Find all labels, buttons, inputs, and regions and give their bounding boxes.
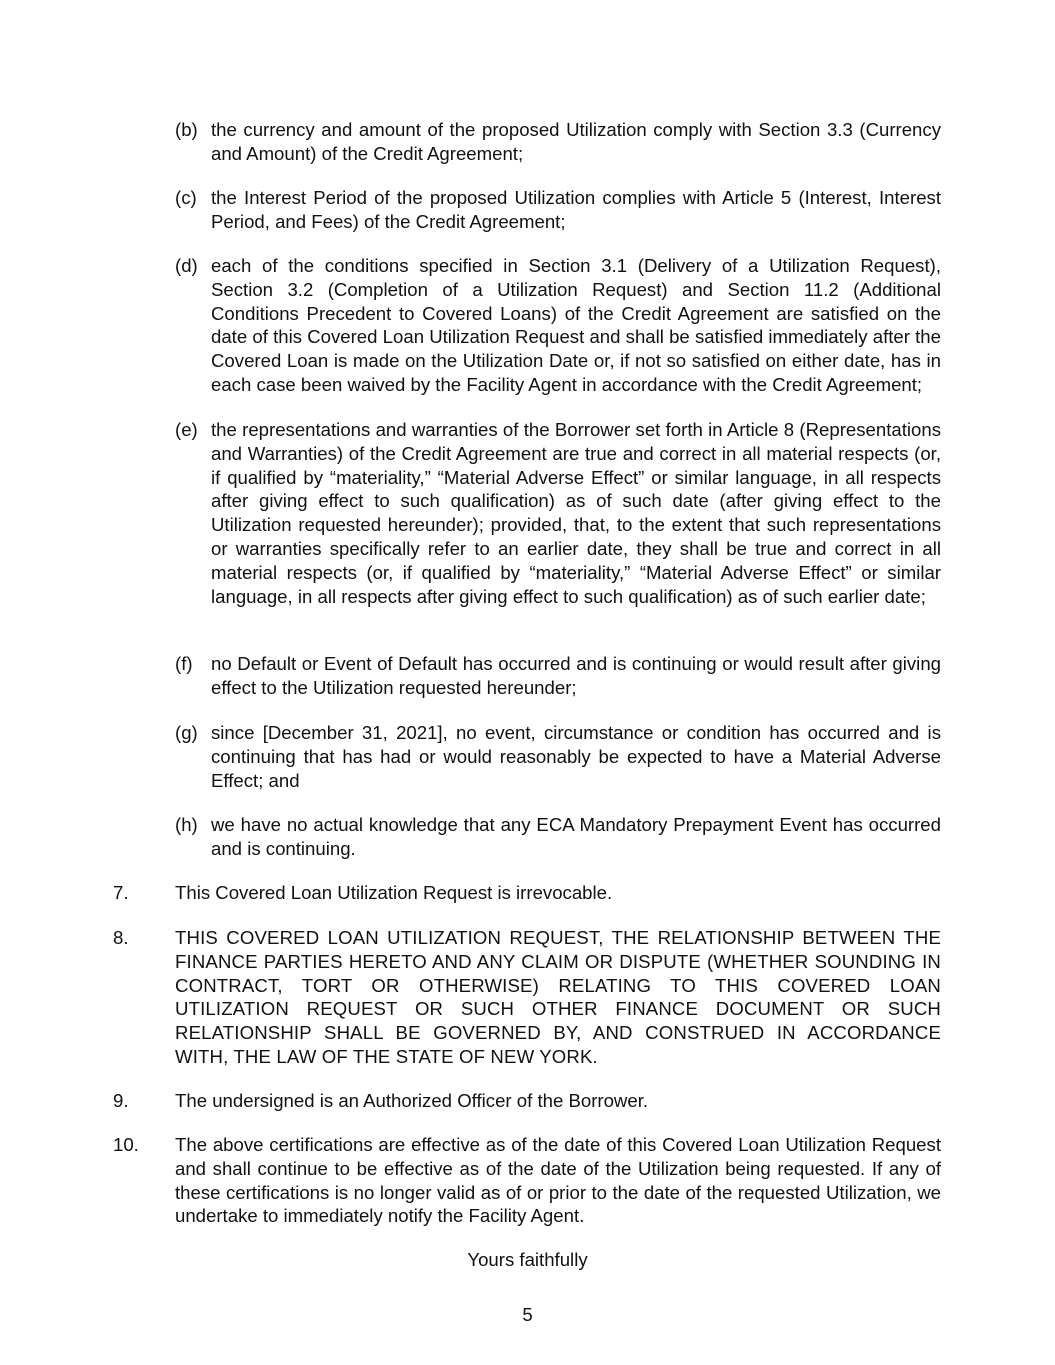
- section-number: 7.: [113, 882, 129, 903]
- clause-text: each of the conditions specified in Section 3.1 (Delivery of a Utilization Request), Section 3.2 (Completion of a Utilization Request) and Section 11.2 (Additional Conditions Precedent to Covered Loans) of the Credit Agreement are satisfied on the date of this Covered Loan Utilization Request and shall be satisfied immediately after the Covered Loan is made on the Utilization Date or, if not so satisfied on either date, has in each case been waived by the Facility Agent in accordance with the Credit Agreement;: [211, 255, 941, 395]
- clause-text: no Default or Event of Default has occurred and is continuing or would result after giving effect to the Utilization requested hereunder;: [211, 653, 941, 698]
- clause-b: [175, 118, 941, 166]
- clause-label: (f): [175, 653, 193, 674]
- clause-label: (g): [175, 722, 198, 743]
- closing-line: Yours faithfully: [467, 1249, 588, 1270]
- clause-h: [175, 813, 941, 861]
- clause-label: (e): [175, 419, 198, 440]
- page-number: 5: [522, 1304, 533, 1325]
- section-10: [113, 1133, 941, 1228]
- clause-e: [175, 418, 941, 608]
- clause-label: (h): [175, 814, 198, 835]
- clause-text: the Interest Period of the proposed Utilization complies with Article 5 (Interest, Interest Period, and Fees) of the Credit Agreement;: [211, 187, 941, 232]
- clause-c: [175, 186, 941, 234]
- clause-label: (c): [175, 187, 197, 208]
- clause-d: [175, 254, 941, 397]
- section-number: 8.: [113, 927, 129, 948]
- section-text: This Covered Loan Utilization Request is irrevocable.: [175, 882, 613, 903]
- section-text: The undersigned is an Authorized Officer of the Borrower.: [175, 1090, 649, 1111]
- section-7: [113, 881, 941, 905]
- clause-text: since [December 31, 2021], no event, circumstance or condition has occurred and is continuing that has had or would reasonably be expected to have a Material Adverse Effect; and: [211, 722, 941, 791]
- clause-text: the currency and amount of the proposed Utilization comply with Section 3.3 (Currency and Amount) of the Credit Agreement;: [211, 119, 941, 164]
- section-9: [113, 1089, 941, 1113]
- section-number: 10.: [113, 1134, 139, 1155]
- clause-f: [175, 652, 941, 700]
- section-text: The above certifications are effective as of the date of this Covered Loan Utilization Request and shall continue to be effective as of the date of the Utilization being requested. If any of these certifications is no longer valid as of or prior to the date of the requested Utilization, we undertake to immediately notify the Facility Agent.: [175, 1134, 941, 1227]
- clause-g: [175, 721, 941, 792]
- clause-label: (b): [175, 119, 198, 140]
- clause-text: we have no actual knowledge that any ECA Mandatory Prepayment Event has occurred and is continuing.: [211, 814, 941, 859]
- section-text: THIS COVERED LOAN UTILIZATION REQUEST, THE RELATIONSHIP BETWEEN THE FINANCE PARTIES HERETO AND ANY CLAIM OR DISPUTE (WHETHER SOUNDING IN CONTRACT, TORT OR OTHERWISE) RELATING TO THIS COVERED LOAN UTILIZATION REQUEST OR SUCH OTHER FINANCE DOCUMENT OR SUCH RELATIONSHIP SHALL BE GOVERNED BY, AND CONSTRUED IN ACCORDANCE WITH, THE LAW OF THE STATE OF NEW YORK.: [175, 927, 941, 1067]
- clause-label: (d): [175, 255, 198, 276]
- section-number: 9.: [113, 1090, 129, 1111]
- clause-text: the representations and warranties of the Borrower set forth in Article 8 (Representations and Warranties) of the Credit Agreement are true and correct in all material respects (or, if qualified by “materiality,” “Material Adverse Effect” or similar language, in all respects after giving effect to such qualification) as of such date (after giving effect to the Utilization requested hereunder); provided, that, to the extent that such representations or warranties specifically refer to an earlier date, they shall be true and correct in all material respects (or, if qualified by “materiality,” “Material Adverse Effect” or similar language, in all respects after giving effect to such qualification) as of such earlier date;: [211, 419, 941, 607]
- section-8: [113, 926, 941, 1069]
